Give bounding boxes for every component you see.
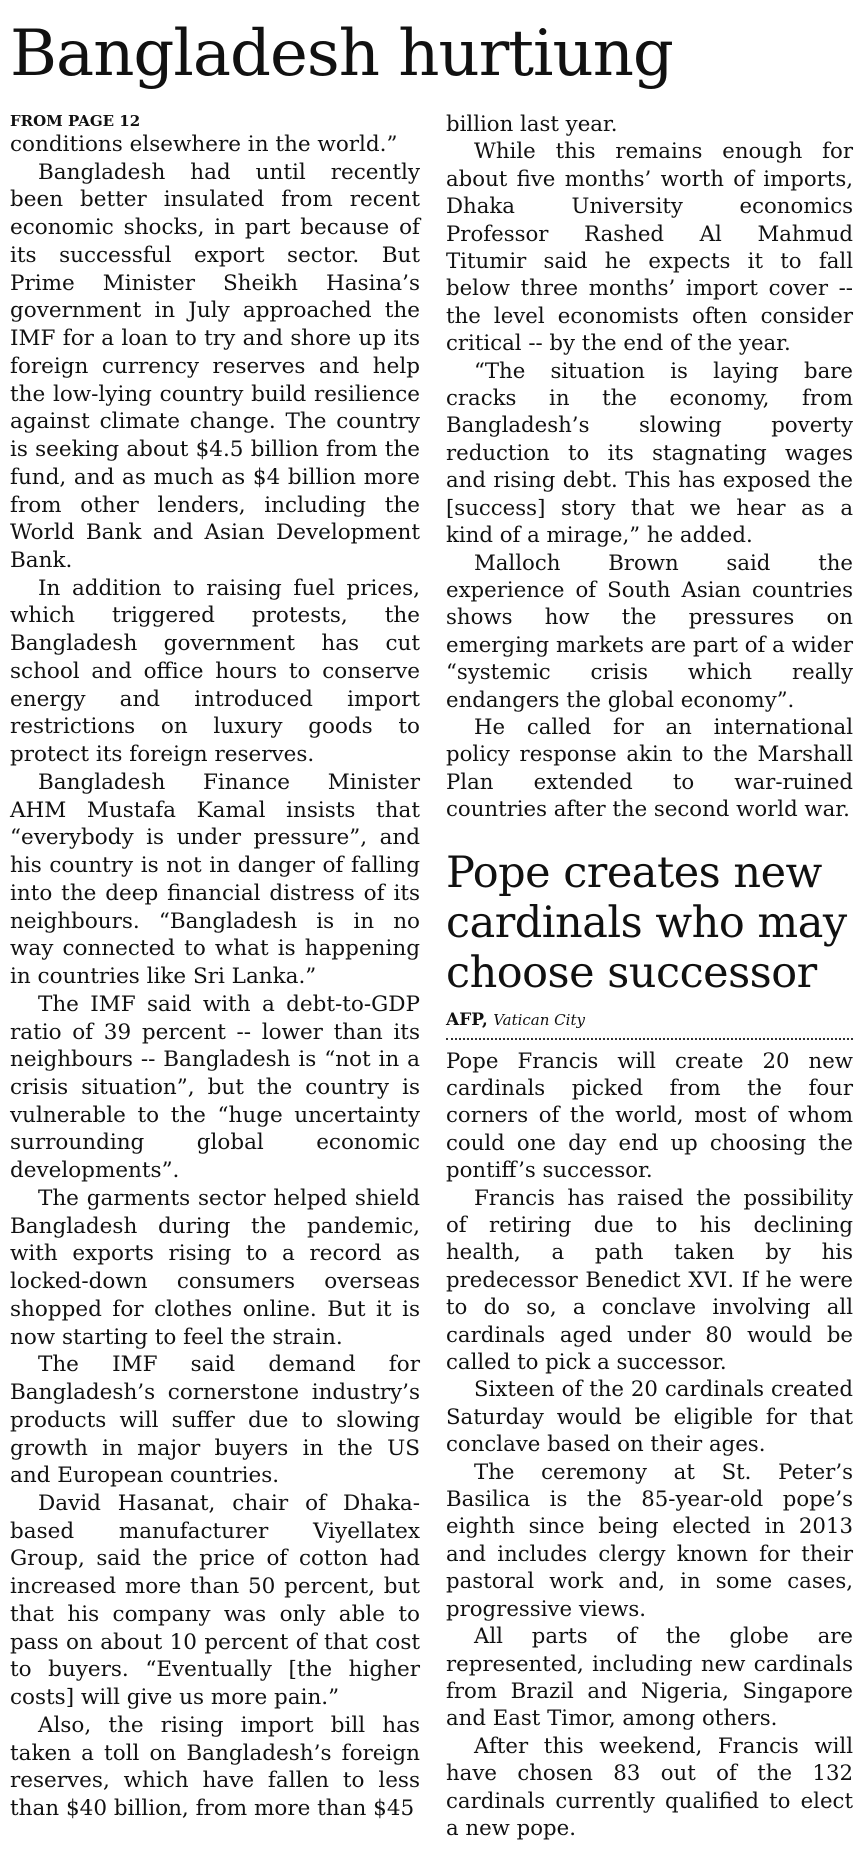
story1-paragraph: conditions elsewhere in the world.” <box>10 132 398 157</box>
story1-paragraph: He called for an international policy response akin to the Marshall Plan extended to war-ruined countries after the second world war. <box>446 714 853 823</box>
story2-paragraph: Francis has raised the possibility of retiring due to his declining health, a path taken by his predecessor Benedict XVI. If he were to do so, a conclave involving all cardinals aged under 80 would be called to pick a successor. <box>446 1185 853 1376</box>
right-column <box>446 111 853 1842</box>
story2-headline: Pope creates new cardinals who may choose successor <box>446 847 847 998</box>
story1-paragraph: The IMF said demand for Bangladesh’s cornerstone industry’s products will suffer due to slowing growth in major buyers in the US and European countries. <box>10 1352 420 1489</box>
story1-paragraph: Also, the rising import bill has taken a toll on Bangladesh’s foreign reserves, which have fallen to less than $40 billion, from more than $45 <box>10 1712 420 1822</box>
story1-paragraph: Malloch Brown said the experience of South Asian countries shows how the pressures on emerging markets are part of a wider “systemic crisis which really endangers the global economy”. <box>446 550 853 713</box>
dateline <box>446 1008 853 1040</box>
story2-paragraph: Pope Francis will create 20 new cardinals picked from the four corners of the world, most of whom could one day end up choosing the pontiff’s successor. <box>446 1048 853 1184</box>
story1-paragraph: “The situation is laying bare cracks in the economy, from Bangladesh’s slowing poverty reduction to its stagnating wages and rising debt. This has exposed the [success] story that we hear as a kind of a mirage,” he added. <box>446 358 853 549</box>
story1-paragraph: While this remains enough for about five months’ worth of imports, Dhaka University economics Professor Rashed Al Mahmud Titumir said he expects it to fall below three months’ import cover -- the level economists often consider critical -- by the end of the year. <box>446 139 853 357</box>
story1-paragraph: Bangladesh had until recently been better insulated from recent economic shocks, in part because of its successful export sector. But Prime Minister Sheikh Hasina’s government in July approached the IMF for a loan to try and shore up its foreign currency reserves and help the low-lying country build resilience against climate change. The country is seeking about $4.5 billion from the fund, and as much as $4 billion more from other lenders, including the World Bank and Asian Development Bank. <box>10 159 420 574</box>
story1-paragraph: Bangladesh Finance Minister AHM Mustafa Kamal insists that “everybody is under pressure”, and his country is not in danger of falling into the deep financial distress of its neighbours. “Bangladesh is in no way connected to what is happening in countries like Sri Lanka.” <box>10 769 420 990</box>
story2-paragraph: The ceremony at St. Peter’s Basilica is the 85-year-old pope’s eighth since being elected in 2013 and includes clergy known for their pastoral work and, in some cases, progressive views. <box>446 1459 853 1622</box>
dateline-agency: AFP, <box>446 1009 488 1030</box>
story1-paragraph: The IMF said with a debt-to-GDP ratio of 39 percent -- lower than its neighbours -- Bangladesh is “not in a crisis situation”, but the country is vulnerable to the “huge uncertainty surrounding global economic developments”. <box>10 991 420 1184</box>
story2-paragraph: All parts of the globe are represented, including new cardinals from Brazil and Nigeria, Singapore and East Timor, among others. <box>446 1624 853 1732</box>
story1-paragraph: billion last year. <box>446 112 618 137</box>
story1-paragraph: David Hasanat, chair of Dhaka-based manufacturer Viyellatex Group, said the price of cotton had increased more than 50 percent, but that his company was only able to pass on about 10 percent of that cost to buyers. “Eventually [the higher costs] will give us more pain.” <box>10 1490 420 1711</box>
story1-left-column <box>10 111 420 1823</box>
story1-headline: Bangladesh hurtiung <box>10 17 673 91</box>
continuation-kicker: FROM PAGE 12 <box>10 112 141 130</box>
story1-paragraph: In addition to raising fuel prices, which triggered protests, the Bangladesh government has cut school and office hours to conserve energy and introduced import restrictions on luxury goods to protect its foreign reserves. <box>10 575 420 768</box>
story2-paragraph: Sixteen of the 20 cardinals created Saturday would be eligible for that conclave based on their ages. <box>446 1377 853 1458</box>
story1-paragraph: The garments sector helped shield Bangladesh during the pandemic, with exports rising to a record as locked-down consumers overseas shopped for clothes online. But it is now starting to feel the strain. <box>10 1185 420 1350</box>
dateline-place: Vatican City <box>493 1010 585 1029</box>
story2-paragraph: After this weekend, Francis will have chosen 83 out of the 132 cardinals currently qualified to elect a new pope. <box>446 1733 853 1841</box>
